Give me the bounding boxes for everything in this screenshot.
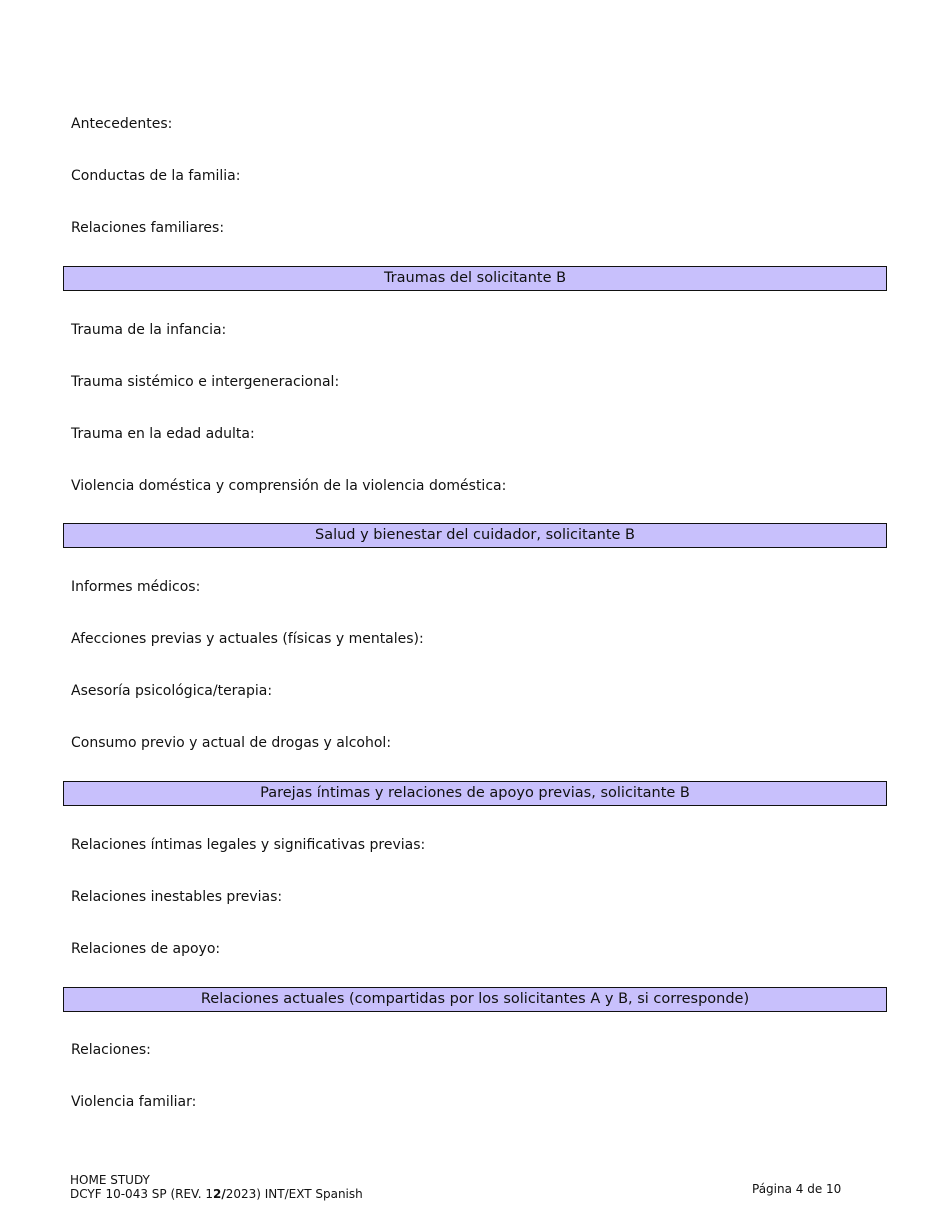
field-label: Relaciones íntimas legales y significativas previas: <box>71 837 426 853</box>
footer-form-number <box>70 1187 363 1201</box>
field-label: Conductas de la familia: <box>71 168 241 184</box>
field-label: Trauma de la infancia: <box>71 322 227 338</box>
field-label: Trauma en la edad adulta: <box>71 426 255 442</box>
field-label: Violencia familiar: <box>71 1094 197 1110</box>
field-label: Afecciones previas y actuales (físicas y mentales): <box>71 631 424 647</box>
field-label: Relaciones: <box>71 1042 151 1058</box>
field-label: Asesoría psicológica/terapia: <box>71 683 273 699</box>
section-header: Traumas del solicitante B <box>63 266 887 291</box>
footer-form-title: HOME STUDY <box>70 1173 150 1187</box>
field-label: Violencia doméstica y comprensión de la violencia doméstica: <box>71 478 507 494</box>
field-label: Trauma sistémico e intergeneracional: <box>71 374 340 390</box>
page-number: Página 4 de 10 <box>752 1182 842 1196</box>
field-label: Consumo previo y actual de drogas y alcohol: <box>71 735 392 751</box>
field-label: Relaciones de apoyo: <box>71 941 221 957</box>
form-number-part: 2023) INT/EXT Spanish <box>225 1187 363 1201</box>
field-label: Relaciones inestables previas: <box>71 889 283 905</box>
form-number-bold-part: 2/ <box>212 1187 226 1201</box>
form-number-part: DCYF 10-043 SP (REV. 1 <box>70 1187 213 1201</box>
field-label: Informes médicos: <box>71 579 201 595</box>
field-label: Antecedentes: <box>71 116 173 132</box>
field-label: Relaciones familiares: <box>71 220 225 236</box>
section-header: Relaciones actuales (compartidas por los solicitantes A y B, si corresponde) <box>63 987 887 1012</box>
section-header: Salud y bienestar del cuidador, solicitante B <box>63 523 887 548</box>
section-header: Parejas íntimas y relaciones de apoyo previas, solicitante B <box>63 781 887 806</box>
